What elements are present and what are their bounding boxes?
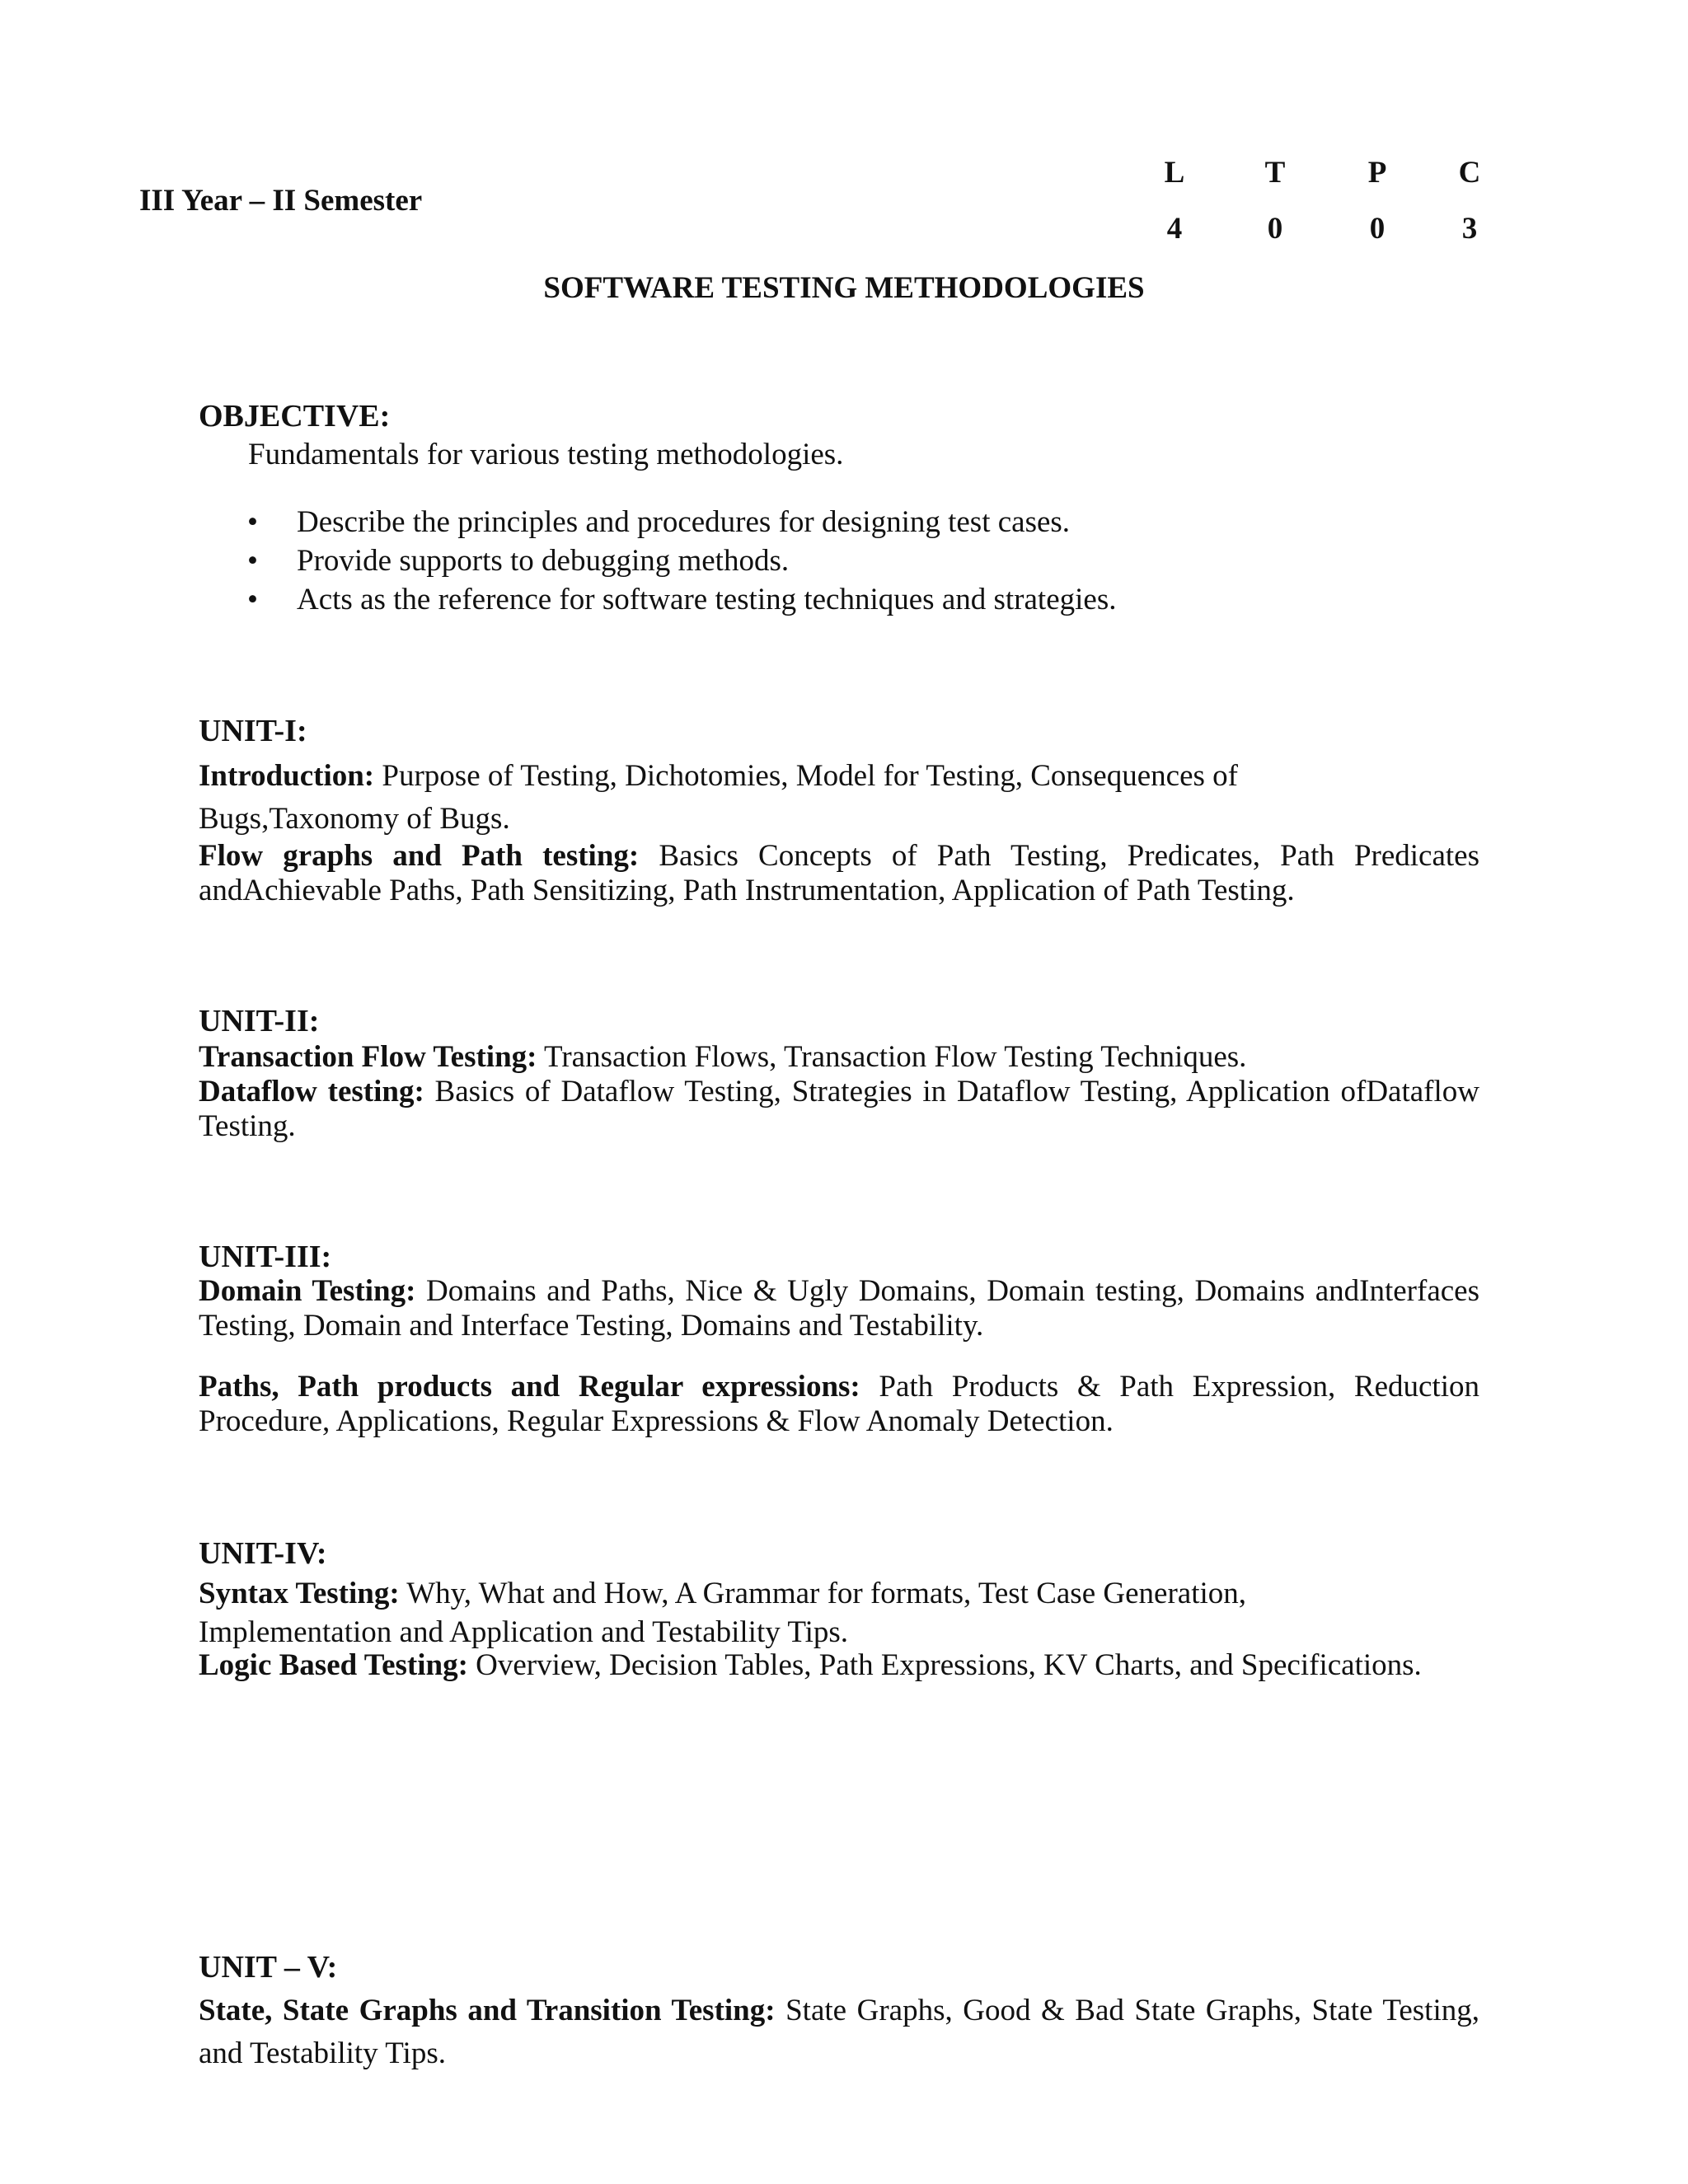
unit-3-paths-term: Paths, Path products and Regular expressions: <box>199 1370 860 1404</box>
unit-2-transaction-term: Transaction Flow Testing: <box>199 1040 537 1074</box>
ltpc-value-c: 3 <box>1461 212 1478 246</box>
objective-intro: Fundamentals for various testing methodologies. <box>248 438 844 471</box>
unit-1-heading: UNIT-I: <box>199 714 307 748</box>
unit-5-heading: UNIT – V: <box>199 1950 338 1985</box>
unit-1-intro-term: Introduction: <box>199 759 375 793</box>
unit-2-dataflow: Dataflow testing: Basics of Dataflow Testing, Strategies in Dataflow Testing, Application ofDataflow Testing. <box>199 1075 1479 1143</box>
course-title: SOFTWARE TESTING METHODOLOGIES <box>543 271 1145 305</box>
unit-1-introduction: Introduction: Purpose of Testing, Dichotomies, Model for Testing, Consequences of Bugs,Taxonomy of Bugs. <box>199 759 1238 836</box>
ltpc-label-c: C <box>1458 156 1481 190</box>
objective-bullet-list <box>247 503 1116 619</box>
ltpc-value-l: 4 <box>1166 212 1183 246</box>
unit-4-syntax-testing: Syntax Testing: Why, What and How, A Grammar for formats, Test Case Generation, Implementation and Application and Testability Tips. <box>199 1577 1246 1649</box>
bullet-icon: • <box>247 583 258 616</box>
ltpc-value-p: 0 <box>1369 212 1386 246</box>
unit-5-state-term: State, State Graphs and Transition Testing: <box>199 1994 776 2027</box>
semester-label: III Year – II Semester <box>139 184 423 218</box>
unit-3-domain-term: Domain Testing: <box>199 1274 416 1308</box>
unit-3-domain-testing: Domain Testing: Domains and Paths, Nice & Ugly Domains, Domain testing, Domains andInterfaces Testing, Domain and Interface Testing, Domains and Testability. <box>199 1274 1479 1343</box>
bullet-icon: • <box>247 505 258 539</box>
unit-4-heading: UNIT-IV: <box>199 1536 327 1571</box>
ltpc-label-l: L <box>1164 156 1185 190</box>
bullet-icon: • <box>247 544 258 578</box>
unit-3-regular-expressions: Paths, Path products and Regular expressions: Path Products & Path Expression, Reduction Procedure, Applications, Regular Expressions & Flow Anomaly Detection. <box>199 1370 1479 1438</box>
unit-1-flow-term: Flow graphs and Path testing: <box>199 839 640 873</box>
list-item: • Describe the principles and procedures for designing test cases. <box>247 503 1116 541</box>
unit-3-heading: UNIT-III: <box>199 1240 332 1274</box>
ltpc-label-t: T <box>1264 156 1286 190</box>
ltpc-value-t: 0 <box>1267 212 1283 246</box>
unit-2-transaction-flow: Transaction Flow Testing: Transaction Flows, Transaction Flow Testing Techniques. <box>199 1040 1247 1074</box>
objective-heading: OBJECTIVE: <box>199 399 391 434</box>
unit-1-flow-graphs: Flow graphs and Path testing: Basics Concepts of Path Testing, Predicates, Path Predicates andAchievable Paths, Path Sensitizing, Path Instrumentation, Application of Path Testing. <box>199 839 1479 907</box>
list-item: • Provide supports to debugging methods. <box>247 541 1116 580</box>
list-item: • Acts as the reference for software testing techniques and strategies. <box>247 580 1116 619</box>
unit-5-state-graphs: State, State Graphs and Transition Testing: State Graphs, Good & Bad State Graphs, State Testing, and Testability Tips. <box>199 1994 1479 2070</box>
unit-4-logic-term: Logic Based Testing: <box>199 1648 468 1682</box>
unit-2-dataflow-term: Dataflow testing: <box>199 1075 424 1108</box>
unit-4-syntax-term: Syntax Testing: <box>199 1577 400 1610</box>
ltpc-label-p: P <box>1367 156 1387 190</box>
unit-4-logic-based-testing: Logic Based Testing: Overview, Decision Tables, Path Expressions, KV Charts, and Specifications. <box>199 1648 1422 1682</box>
unit-2-heading: UNIT-II: <box>199 1004 320 1038</box>
